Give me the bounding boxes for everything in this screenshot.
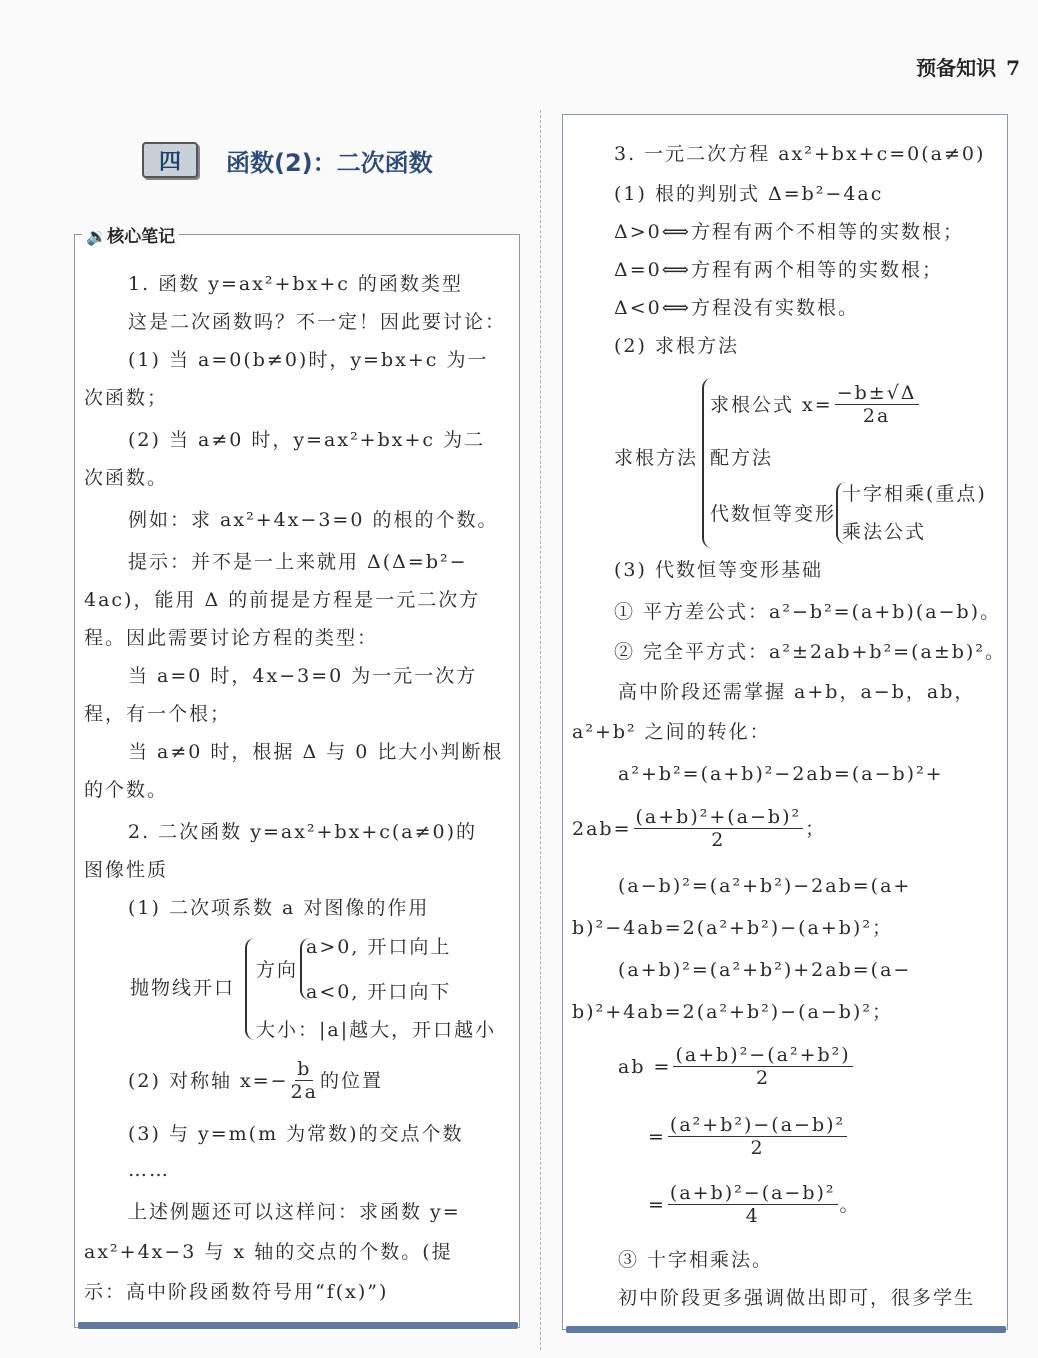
formula-fraction: [835, 382, 919, 427]
right-line-22: 初中阶段更多强调做出即可，很多学生: [618, 1287, 976, 1309]
left-line-21: 上述例题还可以这样问：求函数 y=: [128, 1201, 461, 1223]
left-line-3: (1) 当 a=0(b≠0)时，y=bx+c 为一: [128, 349, 489, 371]
left-line-4: 次函数；: [84, 387, 169, 409]
right-line-11: a²+b² 之间的转化：: [572, 721, 771, 743]
axis-text-post: 的位置: [319, 1069, 383, 1092]
right-line-19: [648, 1114, 849, 1159]
header-title: 预备知识: [916, 56, 997, 80]
r20-pre: =: [648, 1193, 666, 1216]
tree-root-parabola: 抛物线开口: [130, 977, 236, 999]
r13-pre: 2ab=: [572, 817, 632, 840]
right-line-17: b)²+4ab=2(a²+b²)−(a−b)²；: [572, 1001, 893, 1023]
left-line-12: 程，有一个根；: [84, 703, 232, 725]
section-heading: [142, 142, 433, 178]
left-line-5: (2) 当 a≠0 时，y=ax²+bx+c 为二: [128, 429, 486, 451]
right-line-3: Δ>0⟺方程有两个不相等的实数根；: [614, 221, 964, 243]
tree-open-up: a>0, 开口向上: [306, 936, 452, 958]
left-line-18: [128, 1058, 383, 1103]
note-label: [82, 222, 179, 247]
left-line-17: (1) 二次项系数 a 对图像的作用: [128, 897, 430, 919]
tree-cross-multiply: 十字相乘(重点): [842, 483, 987, 505]
left-line-6: 次函数。: [84, 467, 169, 489]
note-label-text: 核心笔记: [107, 227, 176, 247]
tree-size: 大小：|a|越大，开口越小: [256, 1019, 497, 1041]
left-line-2: 这是二次函数吗？不一定！因此要讨论：: [128, 311, 507, 333]
right-line-14: (a−b)²=(a²+b²)−2ab=(a+: [618, 875, 912, 897]
right-line-13: [572, 806, 826, 851]
right-line-1: 3. 一元二次方程 ax²+bx+c=0(a≠0): [614, 143, 986, 165]
right-line-16: (a+b)²=(a²+b²)+2ab=(a−: [618, 959, 912, 981]
r20-fraction: [668, 1182, 838, 1227]
r18-num: (a+b)²−(a²+b²): [675, 1044, 851, 1066]
formula-num: −b±√Δ: [836, 382, 917, 404]
r13-post: ；: [805, 817, 827, 840]
axis-frac-den: 2a: [290, 1081, 318, 1103]
left-line-16: 图像性质: [84, 859, 169, 881]
tree-complete-square: 配方法: [710, 447, 774, 469]
r13-num: (a+b)²+(a−b)²: [635, 806, 802, 828]
right-line-4: Δ=0⟺方程有两个相等的实数根；: [614, 259, 943, 281]
section-title: 函数(2)：二次函数: [226, 148, 433, 177]
right-line-2: (1) 根的判别式 Δ=b²−4ac: [614, 183, 884, 205]
right-line-6: (2) 求根方法: [614, 335, 739, 357]
left-line-23: 示：高中阶段函数符号用“f(x)”): [84, 1281, 389, 1303]
left-line-8: 提示：并不是一上来就用 Δ(Δ=b²−: [128, 551, 468, 573]
speaker-icon: 🔉: [86, 227, 108, 247]
right-line-5: Δ<0⟺方程没有实数根。: [614, 297, 859, 319]
section-badge: 四: [142, 142, 198, 178]
tree-open-down: a<0, 开口向下: [306, 981, 452, 1003]
right-line-8: ① 平方差公式：a²−b²=(a+b)(a−b)。: [614, 601, 1002, 623]
right-line-7: (3) 代数恒等变形基础: [614, 559, 823, 581]
tree-identity: 代数恒等变形: [710, 503, 837, 525]
left-line-14: 的个数。: [84, 779, 169, 801]
tree-root-methods: 求根方法: [614, 447, 699, 469]
right-line-21: ③ 十字相乘法。: [618, 1249, 774, 1271]
formula-pre: 求根公式 x=: [710, 393, 833, 416]
left-line-10: 程。因此需要讨论方程的类型：: [84, 627, 379, 649]
right-line-18: [618, 1044, 855, 1089]
right-line-15: b)²−4ab=2(a²+b²)−(a+b)²；: [572, 917, 893, 939]
r19-pre: =: [648, 1125, 666, 1148]
r19-den: 2: [750, 1137, 765, 1159]
tree-direction: 方向: [256, 959, 299, 981]
r19-num: (a²+b²)−(a−b)²: [669, 1114, 846, 1136]
r20-post: 。: [839, 1193, 861, 1216]
left-line-11: 当 a=0 时，4x−3=0 为一元一次方: [128, 665, 478, 687]
r18-den: 2: [756, 1067, 771, 1089]
r13-den: 2: [711, 829, 726, 851]
page-number: 7: [1006, 56, 1020, 80]
tree-formula: [710, 382, 921, 427]
left-line-15: 2. 二次函数 y=ax²+bx+c(a≠0)的: [128, 821, 478, 843]
column-divider: [540, 110, 541, 1350]
left-line-13: 当 a≠0 时，根据 Δ 与 0 比大小判断根: [128, 741, 504, 763]
right-box-shadow: [566, 1326, 1006, 1333]
left-box-shadow: [78, 1322, 518, 1329]
axis-fraction: [291, 1058, 318, 1103]
axis-frac-num: b: [297, 1058, 312, 1080]
right-line-20: [648, 1182, 861, 1227]
left-line-22: ax²+4x−3 与 x 轴的交点的个数。(提: [84, 1241, 453, 1263]
left-line-20: ……: [128, 1159, 170, 1181]
tree-mult-formula: 乘法公式: [842, 521, 927, 543]
r20-num: (a+b)²−(a−b)²: [669, 1182, 836, 1204]
left-line-1: 1. 函数 y=ax²+bx+c 的函数类型: [128, 273, 463, 295]
r18-fraction: [673, 1044, 852, 1089]
left-line-7: 例如：求 ax²+4x−3=0 的根的个数。: [128, 509, 499, 531]
right-line-12: a²+b²=(a+b)²−2ab=(a−b)²+: [618, 763, 944, 785]
left-line-19: (3) 与 y=m(m 为常数)的交点个数: [128, 1123, 464, 1145]
formula-den: 2a: [862, 405, 891, 427]
right-line-9: ② 完全平方式：a²±2ab+b²=(a±b)²。: [614, 641, 1006, 663]
page-header: [916, 52, 1020, 81]
right-line-10: 高中阶段还需掌握 a+b，a−b，ab，: [618, 681, 976, 703]
r20-den: 4: [745, 1205, 760, 1227]
r18-pre: ab =: [618, 1055, 672, 1078]
r13-fraction: [634, 806, 804, 851]
r19-fraction: [668, 1114, 847, 1159]
axis-text-pre: (2) 对称轴 x=−: [128, 1069, 289, 1092]
left-line-9: 4ac)，能用 Δ 的前提是方程是一元二次方: [84, 589, 481, 611]
